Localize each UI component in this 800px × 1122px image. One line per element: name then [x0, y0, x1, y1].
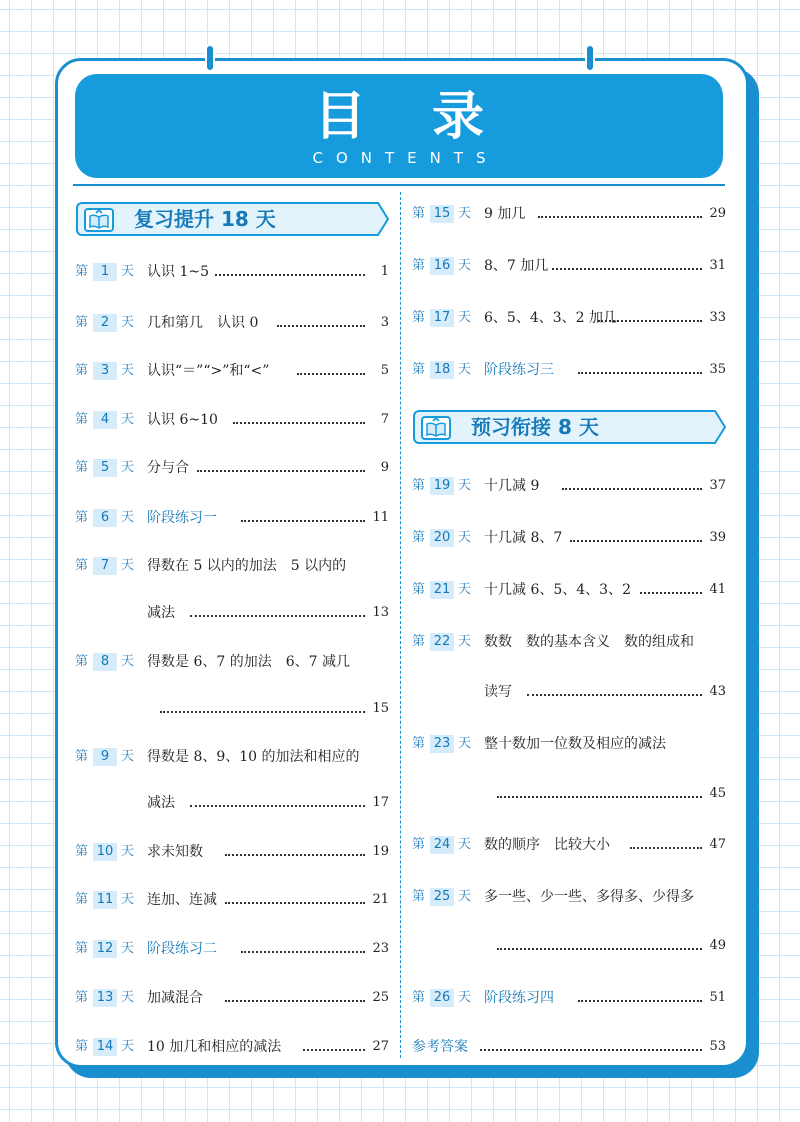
entry-title: 数的顺序 比较大小 [484, 837, 610, 853]
binder-ring-left [205, 44, 215, 72]
label-tian: 天 [458, 889, 472, 904]
page-number: 13 [372, 605, 389, 620]
page-number: 1 [380, 264, 389, 279]
toc-entry-day-11[interactable] [75, 888, 390, 912]
toc-entry-day-6[interactable] [75, 506, 390, 530]
day-number: 18 [430, 361, 454, 379]
entry-title: 得数是 6、7 的加法 6、7 减几 [147, 654, 350, 670]
leader-dots [497, 782, 702, 806]
entry-title: 10 加几和相应的减法 [147, 1039, 282, 1055]
leader-dots [497, 934, 702, 958]
label-tian: 天 [121, 990, 135, 1005]
label-tian: 天 [121, 844, 135, 859]
section-review [76, 202, 388, 236]
entry-title: 9 加几 [484, 206, 526, 222]
label-di: 第 [75, 1039, 89, 1054]
page-number: 53 [709, 1039, 726, 1054]
toc-entry-day-9[interactable] [75, 745, 390, 769]
toc-entry-day-19[interactable] [412, 474, 727, 498]
entry-title: 阶段练习四 [484, 990, 554, 1006]
page-number: 21 [372, 892, 389, 907]
entry-title: 数数 数的基本含义 数的组成和 [484, 634, 694, 650]
page-number: 37 [709, 478, 726, 493]
day-number: 1 [93, 263, 117, 281]
label-di: 第 [75, 460, 89, 475]
label-di: 第 [75, 510, 89, 525]
label-di: 第 [75, 941, 89, 956]
entry-title: 整十数加一位数及相应的减法 [484, 736, 666, 752]
toc-entry-day-1[interactable] [75, 260, 390, 284]
leader-dots [190, 791, 365, 815]
entry-title: 阶段练习三 [484, 362, 554, 378]
label-tian: 天 [458, 258, 472, 273]
toc-entry-day-4[interactable] [75, 408, 390, 432]
page-number: 31 [709, 258, 726, 273]
leader-dots [160, 697, 365, 721]
label-tian: 天 [121, 412, 135, 427]
leader-dots [570, 526, 702, 550]
leader-dots [225, 888, 365, 912]
entry-title: 6、5、4、3、2 加几 [484, 310, 617, 326]
label-tian: 天 [458, 478, 472, 493]
day-number: 13 [93, 989, 117, 1007]
day-number: 22 [430, 633, 454, 651]
page-number: 19 [372, 844, 389, 859]
page-number: 25 [372, 990, 389, 1005]
title-banner [75, 74, 723, 178]
toc-entry-day-2[interactable] [75, 311, 390, 335]
day-number: 8 [93, 653, 117, 671]
day-number: 16 [430, 257, 454, 275]
leader-dots [527, 680, 702, 704]
leader-dots [233, 408, 365, 432]
label-di: 第 [412, 990, 426, 1005]
toc-entry-day-7[interactable] [75, 554, 390, 578]
leader-dots [538, 202, 702, 226]
label-di: 第 [75, 315, 89, 330]
label-di: 第 [75, 654, 89, 669]
label-di: 第 [412, 478, 426, 493]
day-number: 14 [93, 1038, 117, 1056]
page-number: 5 [380, 363, 389, 378]
leader-dots [562, 474, 702, 498]
toc-entry-day-20[interactable] [412, 526, 727, 550]
day-number: 17 [430, 309, 454, 327]
page-title: 目 录 [313, 87, 509, 147]
label-tian: 天 [121, 654, 135, 669]
leader-dots [215, 260, 365, 284]
day-number: 23 [430, 735, 454, 753]
label-di: 第 [412, 310, 426, 325]
leader-dots [630, 833, 702, 857]
day-number: 21 [430, 581, 454, 599]
entry-title: 阶段练习二 [147, 941, 217, 957]
page-number: 11 [372, 510, 389, 525]
label-tian: 天 [458, 362, 472, 377]
entry-title: 认识 6~10 [147, 412, 218, 428]
toc-entry-day-23[interactable] [412, 732, 727, 756]
leader-dots [197, 456, 365, 480]
day-number: 24 [430, 836, 454, 854]
page-number: 47 [709, 837, 726, 852]
page-number: 17 [372, 795, 389, 810]
leader-dots [578, 986, 702, 1010]
day-number: 6 [93, 509, 117, 527]
page-number: 9 [380, 460, 389, 475]
book-icon [76, 202, 120, 236]
day-number: 10 [93, 843, 117, 861]
page-number: 29 [709, 206, 726, 221]
label-di: 第 [75, 363, 89, 378]
page-number: 7 [380, 412, 389, 427]
entry-title: 阶段练习一 [147, 510, 217, 526]
entry-title-continuation: 读写 [484, 684, 512, 700]
label-tian: 天 [121, 315, 135, 330]
leader-dots [640, 578, 702, 602]
day-number: 26 [430, 989, 454, 1007]
page-number: 39 [709, 530, 726, 545]
entry-title: 认识 1~5 [147, 264, 209, 280]
entry-title: 连加、连减 [147, 892, 217, 908]
page-number: 33 [709, 310, 726, 325]
book-icon [413, 410, 457, 444]
leader-dots [241, 506, 365, 530]
day-number: 25 [430, 888, 454, 906]
page-number: 35 [709, 362, 726, 377]
entry-title: 十几减 9 [484, 478, 540, 494]
toc-entry-day-18[interactable] [412, 358, 727, 382]
entry-title: 认识“＝”“>”和“<” [147, 363, 270, 379]
toc-entry-day-22[interactable] [412, 630, 727, 654]
entry-title: 得数是 8、9、10 的加法和相应的 [147, 749, 360, 765]
entry-title: 十几减 6、5、4、3、2 [484, 582, 631, 598]
label-tian: 天 [121, 264, 135, 279]
day-number: 5 [93, 459, 117, 477]
label-di: 第 [412, 582, 426, 597]
section-preview [413, 410, 725, 444]
binder-ring-right [585, 44, 595, 72]
label-tian: 天 [458, 310, 472, 325]
entry-title: 十几减 8、7 [484, 530, 563, 546]
toc-entry-day-5[interactable] [75, 456, 390, 480]
toc-entry-day-12[interactable] [75, 937, 390, 961]
day-number: 3 [93, 362, 117, 380]
day-number: 2 [93, 314, 117, 332]
section-review-arrow [370, 202, 390, 236]
entry-title-continuation: 减法 [147, 605, 175, 621]
section-preview-arrow [707, 410, 727, 444]
leader-dots [297, 359, 365, 383]
section-preview-label: 预习衔接 8 天 [453, 410, 709, 444]
label-tian: 天 [121, 510, 135, 525]
page-number: 45 [709, 786, 726, 801]
column-divider [400, 192, 401, 1058]
leader-dots [190, 601, 365, 625]
day-number: 9 [93, 748, 117, 766]
day-number: 15 [430, 205, 454, 223]
label-di: 第 [75, 990, 89, 1005]
label-di: 第 [412, 889, 426, 904]
label-tian: 天 [121, 363, 135, 378]
label-tian: 天 [121, 558, 135, 573]
toc-entry-day-16[interactable] [412, 254, 727, 278]
toc-entry-day-25[interactable] [412, 885, 727, 909]
label-di: 第 [75, 892, 89, 907]
entry-title: 得数在 5 以内的加法 5 以内的 [147, 558, 347, 574]
entry-title: 分与合 [147, 460, 189, 476]
answers-title: 参考答案 [412, 1039, 468, 1055]
label-di: 第 [412, 362, 426, 377]
page-subtitle: CONTENTS [312, 149, 499, 167]
label-tian: 天 [458, 530, 472, 545]
label-tian: 天 [121, 460, 135, 475]
page-number: 51 [709, 990, 726, 1005]
leader-dots [277, 311, 365, 335]
toc-entry-day-26[interactable] [412, 986, 727, 1010]
entry-title: 加减混合 [147, 990, 203, 1006]
leader-dots [241, 937, 365, 961]
label-tian: 天 [121, 749, 135, 764]
label-di: 第 [75, 264, 89, 279]
label-tian: 天 [458, 837, 472, 852]
section-review-label: 复习提升 18 天 [116, 202, 372, 236]
toc-entry-day-14[interactable] [75, 1035, 390, 1059]
leader-dots [225, 986, 365, 1010]
day-number: 12 [93, 940, 117, 958]
label-di: 第 [412, 837, 426, 852]
day-number: 20 [430, 529, 454, 547]
toc-entry-day-3[interactable] [75, 359, 390, 383]
label-di: 第 [412, 206, 426, 221]
page-number: 43 [709, 684, 726, 699]
label-di: 第 [412, 258, 426, 273]
entry-title-continuation: 减法 [147, 795, 175, 811]
leader-dots [225, 840, 365, 864]
toc-entry-day-10[interactable] [75, 840, 390, 864]
header-rule [73, 184, 725, 186]
label-di: 第 [75, 844, 89, 859]
page-number: 49 [709, 938, 726, 953]
leader-dots [552, 254, 702, 278]
label-di: 第 [412, 736, 426, 751]
toc-entry-day-13[interactable] [75, 986, 390, 1010]
page-number: 23 [372, 941, 389, 956]
label-di: 第 [412, 530, 426, 545]
label-tian: 天 [458, 206, 472, 221]
leader-dots [598, 306, 702, 330]
entry-title: 几和第几 认识 0 [147, 315, 259, 331]
day-number: 19 [430, 477, 454, 495]
leader-dots [578, 358, 702, 382]
toc-entry-day-8[interactable] [75, 650, 390, 674]
label-di: 第 [412, 634, 426, 649]
label-tian: 天 [121, 1039, 135, 1054]
page-number: 15 [372, 701, 389, 716]
label-tian: 天 [458, 736, 472, 751]
label-di: 第 [75, 558, 89, 573]
page-number: 3 [380, 315, 389, 330]
leader-dots [303, 1035, 365, 1059]
toc-entry-day-17[interactable] [412, 306, 727, 330]
day-number: 4 [93, 411, 117, 429]
label-di: 第 [75, 412, 89, 427]
label-tian: 天 [121, 892, 135, 907]
label-tian: 天 [458, 582, 472, 597]
label-tian: 天 [121, 941, 135, 956]
toc-entry-day-24[interactable] [412, 833, 727, 857]
leader-dots [480, 1035, 702, 1059]
toc-entry-answers[interactable] [412, 1035, 727, 1059]
entry-title: 8、7 加几 [484, 258, 549, 274]
entry-title: 求未知数 [147, 844, 203, 860]
label-tian: 天 [458, 990, 472, 1005]
day-number: 11 [93, 891, 117, 909]
page-number: 27 [372, 1039, 389, 1054]
label-di: 第 [75, 749, 89, 764]
entry-title: 多一些、少一些、多得多、少得多 [484, 889, 694, 905]
day-number: 7 [93, 557, 117, 575]
toc-entry-day-15[interactable] [412, 202, 727, 226]
page-number: 41 [709, 582, 726, 597]
toc-entry-day-21[interactable] [412, 578, 727, 602]
label-tian: 天 [458, 634, 472, 649]
